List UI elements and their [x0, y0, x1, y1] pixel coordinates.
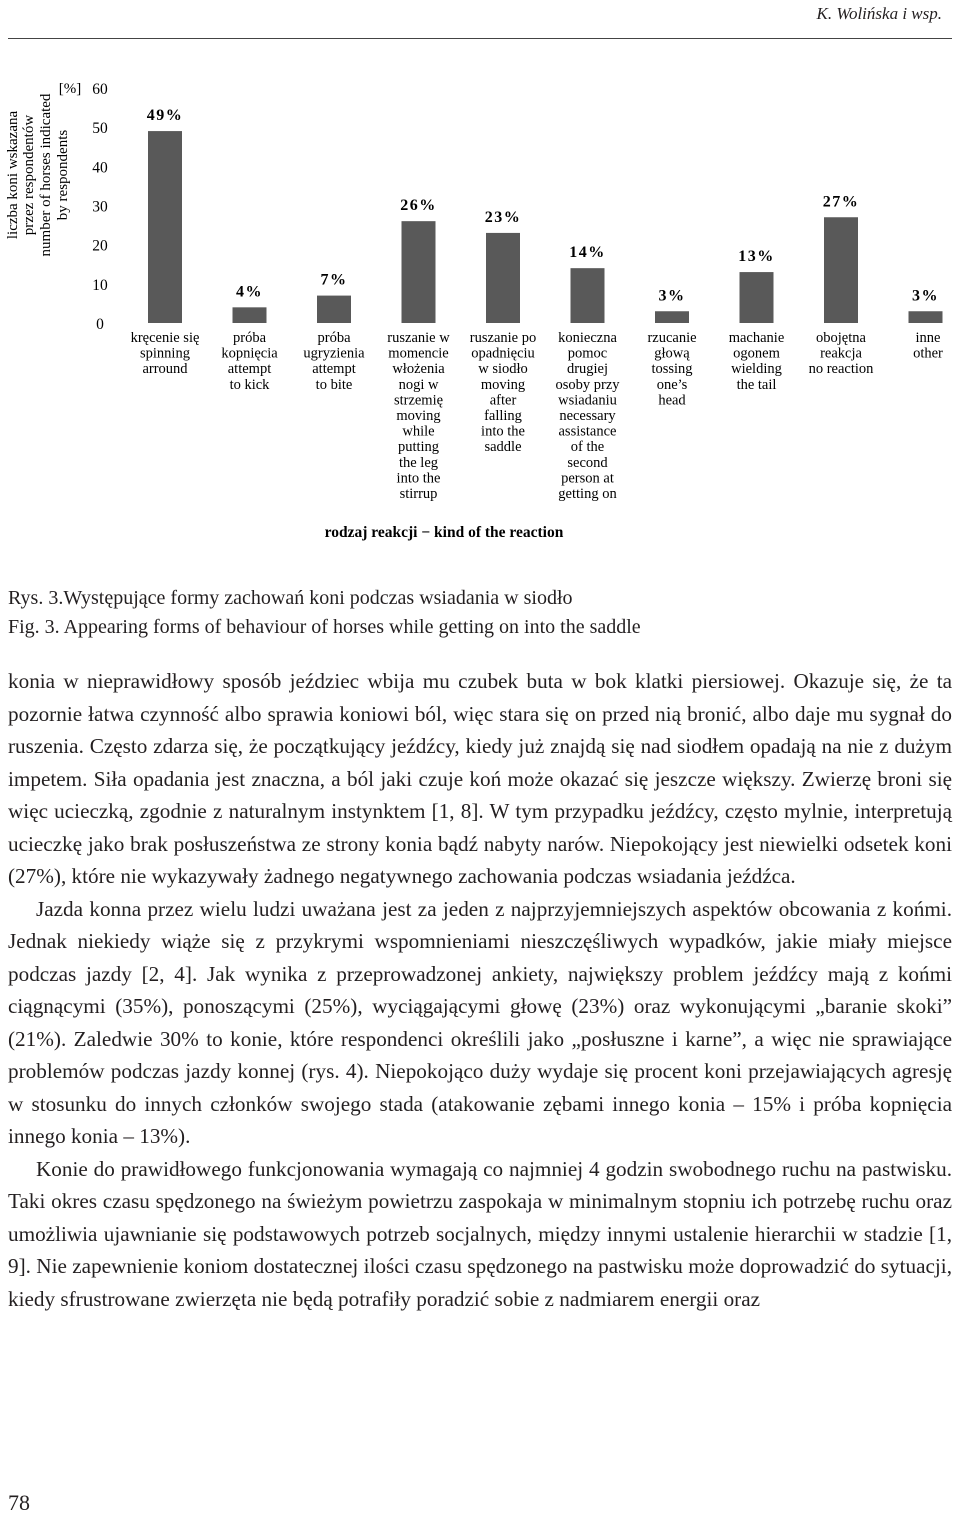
- y-axis-title-line: number of horses indicated: [38, 93, 54, 257]
- category-label: ruszanie po opadnięciu w siodło moving after falling into the saddle: [469, 330, 537, 456]
- y-tick-label: 10: [92, 276, 108, 294]
- category-label: konieczna pomoc drugiej osoby przy wsiadaniu necessary assistance of the second person at getting on: [555, 330, 620, 502]
- bars: [148, 131, 943, 323]
- y-tick-label: 50: [92, 120, 108, 138]
- data-labels: [147, 107, 939, 304]
- data-label: 13%: [738, 248, 775, 266]
- page-number: 78: [8, 1490, 30, 1515]
- y-axis-title-line: przez respondentów: [21, 114, 37, 236]
- bar: [486, 233, 520, 323]
- x-axis-title: rodzaj reakcji − kind of the reaction: [324, 524, 564, 541]
- category-label: machanie ogonem wielding the tail: [728, 330, 785, 393]
- y-axis-title-line: by respondents: [55, 129, 71, 221]
- bar: [909, 311, 943, 323]
- bar: [233, 307, 267, 323]
- y-axis-title: [5, 93, 71, 256]
- bar: [402, 221, 436, 323]
- data-label: 4%: [236, 283, 263, 301]
- category-label: rzucanie głową tossing one’s head: [647, 330, 697, 409]
- data-label: 14%: [569, 244, 606, 262]
- figure-caption-en: Fig. 3. Appearing forms of behaviour of horses while getting on into the saddle: [8, 616, 641, 638]
- category-label: ruszanie w momencie włożenia nogi w strzemię moving while putting the leg into the stirrup: [387, 330, 450, 502]
- bar: [148, 131, 182, 323]
- paragraph: Jazda konna przez wielu ludzi uważana jest za jeden z najprzyjemniejszych aspektów obcowania z końmi. Jednak niekiedy wiąże się z przykrymi wspomnieniami nieszczęśliwych wypadków, jakie miały miejsce podczas jazdy [2, 4]. Jak wynika z przeprowadzonej ankiety, największy problem jeźdźcy mają z końmi ciągnącymi (35%), ponoszącymi (25%), wyciągającymi głowę (23%) oraz wykonującymi „baranie skoki” (21%). Zaledwie 30% to konie, które respondenci określili jako „posłuszne i karne”, a więc nie sprawiające problemów podczas jazdy konnej (rys. 4). Niepokojąco duży wydaje się procent koni przejawiających agresję w stosunku do innych członków swojego stada (atakowanie zębami innego konia – 15% i próba kopnięcia innego konia – 13%).: [8, 896, 952, 1148]
- bar: [655, 311, 689, 323]
- paragraph: konia w nieprawidłowy sposób jeździec wbija mu czubek buta w bok klatki piersiowej. Okazuje się, że ta pozornie łatwa czynność albo sprawia koniowi ból, więc stara się on przed nią bronić, albo daje mu sygnał do ruszenia. Często zdarza się, że początkujący jeźdźcy, kiedy już znajdą się nad siodłem opadają na nie z dużym impetem. Siła opadania jest znaczna, a ból jaki czuje koń może okazać się jeszcze większy. Zwierzę broni się więc ucieczką, zgodnie z naturalnym instynktem [1, 8]. W tym przypadku jeźdźcy, często mylnie, interpretują ucieczkę jako brak posłuszeństwa ze strony konia bądź nabyty narów. Niepokojący jest niewielki odsetek koni (27%), które nie wykazywały żadnego negatywnego zachowania podczas wsiadania jeźdźca.: [8, 669, 952, 888]
- running-head: K. Wolińska i wsp.: [816, 4, 942, 23]
- bar: [824, 217, 858, 323]
- body-text: [8, 665, 952, 1315]
- bar-chart: [0, 60, 960, 550]
- data-label: 23%: [484, 208, 522, 226]
- y-tick-label: 20: [92, 237, 108, 255]
- paragraph: Konie do prawidłowego funkcjonowania wymagają co najmniej 4 godzin swobodnego ruchu na pastwisku. Taki okres czasu spędzonego na świeżym powietrzu zaspokaja w minimalnym stopniu ich potrzebę ruchu oraz umożliwia ujawnianie się podstawowych potrzeb socjalnych, między innymi ustalenie hierarchii w stadzie [1, 9]. Nie zapewnienie koniom dostatecznej ilości czasu spędzonego na pastwisku może doprowadzić do sytuacji, kiedy sfrustrowane zwierzęta nie będą potrafiły poradzić sobie z nadmiarem energii oraz: [8, 1156, 952, 1311]
- category-label: próba ugryzienia attempt to bite: [303, 330, 365, 393]
- bar: [317, 296, 351, 323]
- data-label: 7%: [320, 271, 348, 289]
- category-labels: [131, 330, 943, 502]
- y-tick-label: 30: [92, 198, 108, 216]
- y-axis-unit: [%]: [58, 81, 82, 97]
- figure-caption-pl: Rys. 3.Występujące formy zachowań koni podczas wsiadania w siodło: [8, 587, 573, 609]
- y-axis-title-line: liczba koni wskazana: [5, 110, 21, 240]
- data-label: 49%: [146, 107, 184, 125]
- category-label: inne other: [913, 330, 943, 362]
- bar: [571, 268, 605, 323]
- y-axis-ticks: [92, 81, 108, 333]
- y-tick-label: 40: [92, 159, 108, 177]
- y-tick-label: 0: [96, 316, 104, 333]
- category-label: obojętna reakcja no reaction: [808, 330, 874, 378]
- data-label: 26%: [400, 197, 437, 215]
- data-label: 27%: [822, 193, 860, 211]
- bar: [740, 272, 774, 323]
- data-label: 3%: [912, 287, 939, 305]
- category-label: próba kopnięcia attempt to kick: [221, 330, 278, 393]
- header-rule: [8, 38, 952, 39]
- data-label: 3%: [658, 287, 686, 305]
- y-tick-label: 60: [92, 81, 108, 98]
- category-label: kręcenie się spinning arround: [130, 330, 200, 378]
